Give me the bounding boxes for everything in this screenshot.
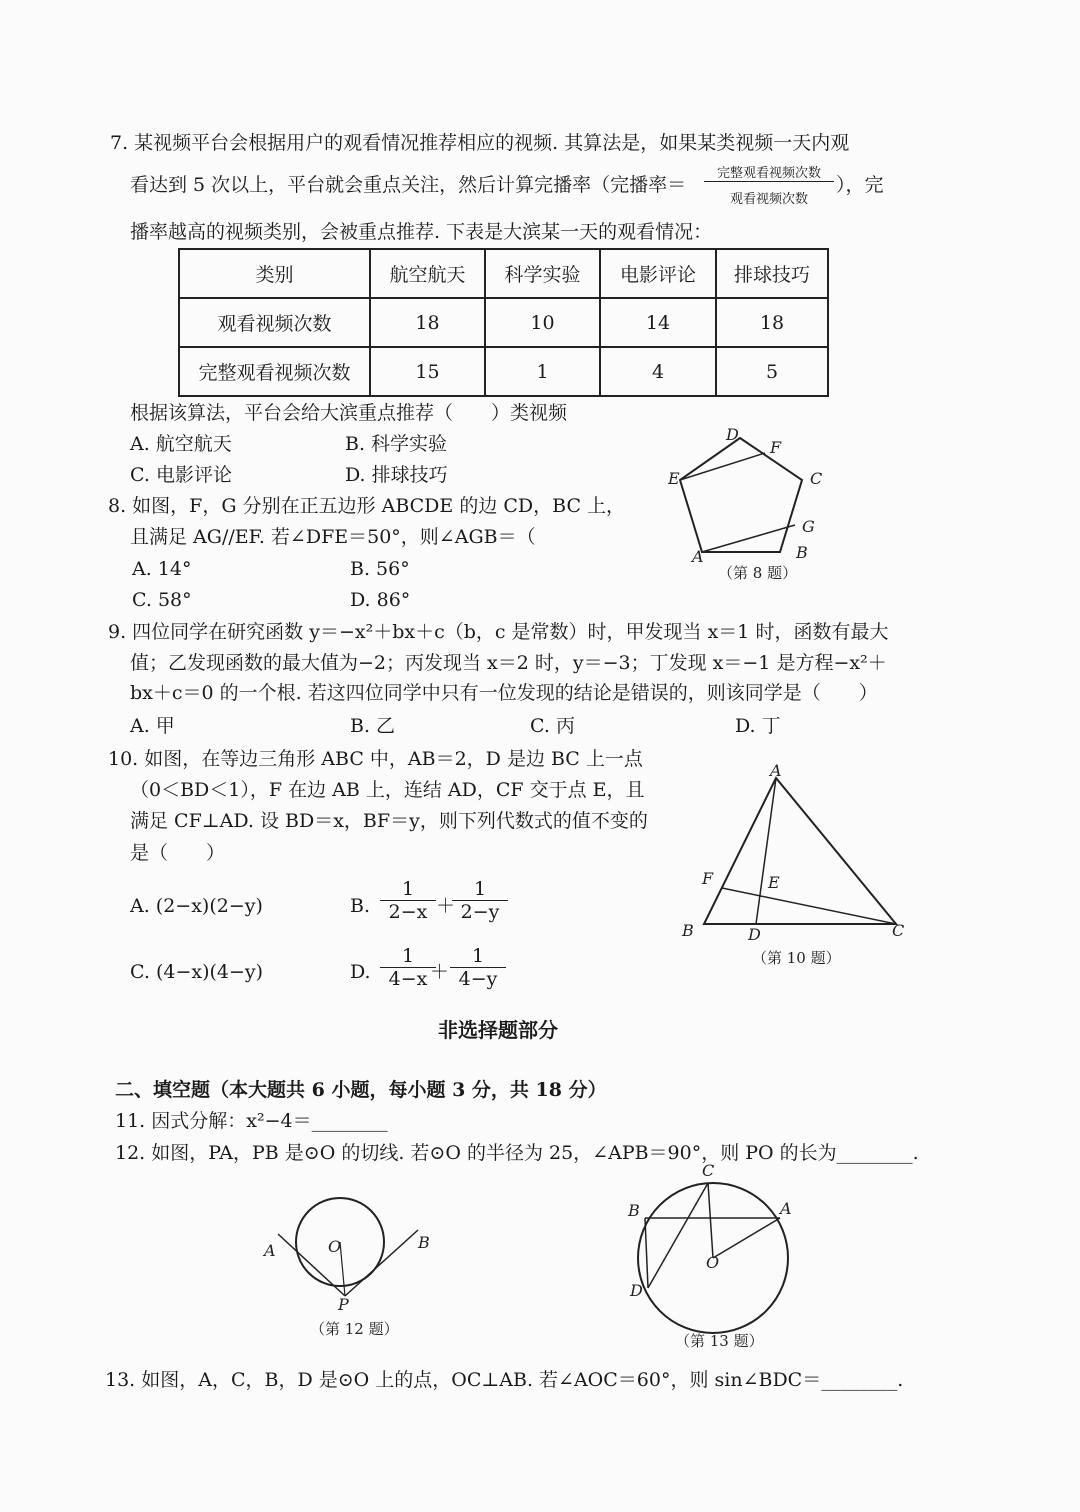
q7-option-b: B. 科学实验: [345, 433, 448, 455]
plus-sign: ＋: [436, 895, 456, 917]
q9-line2: 值；乙发现函数的最大值为−2；丙发现当 x＝2 时，y＝−3；丁发现 x＝−1 是方程−x²＋: [130, 652, 887, 674]
q7-option-c: C. 电影评论: [130, 464, 232, 486]
q10-line4: 是（ ）: [130, 842, 226, 864]
q10-line3: 满足 CF⊥AD. 设 BD＝x，BF＝y，则下列代数式的值不变的: [130, 810, 648, 832]
point-label: C: [892, 921, 905, 940]
segment-bd: [645, 1218, 648, 1288]
q8-option-d: D. 86°: [350, 589, 411, 611]
q10-option-b-fraction2: [452, 878, 508, 923]
point-label: A: [692, 547, 704, 566]
point-label: A: [264, 1241, 276, 1260]
figure-caption: （第 12 题）: [310, 1320, 399, 1338]
point-label: G: [802, 517, 815, 536]
tangent-pb: [345, 1230, 418, 1296]
point-label: B: [418, 1233, 430, 1252]
triangle-abc: [704, 778, 896, 924]
q8-option-c: C. 58°: [132, 589, 192, 611]
table-header: 电影评论: [600, 249, 716, 298]
point-label: A: [770, 761, 782, 780]
table-header: 航空航天: [370, 249, 485, 298]
q8-pentagon-figure: [660, 420, 840, 590]
q10-option-c: C. (4−x)(4−y): [130, 961, 264, 983]
point-label: B: [628, 1201, 640, 1220]
table-row: [179, 298, 828, 347]
point-label: E: [768, 873, 780, 892]
table-header: 科学实验: [485, 249, 600, 298]
q7-line2-end: ），完: [836, 174, 884, 196]
numerator: 1: [380, 878, 436, 901]
table-header: 类别: [179, 249, 370, 298]
q8-option-a: A. 14°: [132, 558, 192, 580]
q10-triangle-figure: [670, 760, 920, 975]
q7-line1: 7. 某视频平台会根据用户的观看情况推荐相应的视频. 其算法是，如果某类视频一天内观: [110, 132, 850, 154]
q9-line1: 9. 四位同学在研究函数 y＝−x²＋bx＋c（b，c 是常数）时，甲发现当 x＝1 时，函数有最大: [108, 621, 889, 643]
q12: 12. 如图，PA，PB 是⊙O 的切线. 若⊙O 的半径为 25，∠APB＝90°，则 PO 的长为________.: [115, 1142, 919, 1164]
point-label: B: [796, 543, 808, 562]
table-row: [179, 347, 828, 396]
q10-line2: （0＜BD＜1），F 在边 AB 上，连结 AD，CF 交于点 E，且: [130, 779, 645, 801]
segment-ef: [680, 453, 765, 480]
point-label: O: [328, 1237, 342, 1256]
completion-rate-fraction: [704, 162, 834, 207]
numerator: 1: [450, 945, 506, 968]
segment-oc: [708, 1183, 713, 1258]
table-cell: 18: [370, 298, 485, 347]
part2-heading: 二、填空题（本大题共 6 小题，每小题 3 分，共 18 分）: [115, 1079, 607, 1101]
figure-caption: （第 10 题）: [752, 949, 841, 967]
q10-option-a: A. (2−x)(2−y): [130, 895, 263, 917]
q10-line1: 10. 如图，在等边三角形 ABC 中，AB＝2，D 是边 BC 上一点: [108, 748, 643, 770]
table-cell: 1: [485, 347, 600, 396]
q9-line3: bx＋c＝0 的一个根. 若这四位同学中只有一位发现的结论是错误的，则该同学是（ ）: [130, 682, 878, 704]
point-label: E: [668, 469, 680, 488]
q7-line3: 播率越高的视频类别，会被重点推荐. 下表是大滨某一天的观看情况：: [130, 221, 713, 243]
point-label: C: [810, 469, 823, 488]
plus-sign: ＋: [430, 961, 450, 983]
q7-option-d: D. 排球技巧: [345, 464, 448, 486]
q8-line2: 且满足 AG//EF. 若∠DFE＝50°，则∠AGB＝（: [130, 526, 536, 548]
point-label: P: [338, 1295, 349, 1314]
point-label: D: [630, 1281, 643, 1300]
numerator: 1: [380, 945, 436, 968]
q10-option-d-fraction2: [450, 945, 506, 990]
q7-question: 根据该算法，平台会给大滨重点推荐（ ）类视频: [130, 402, 568, 424]
point-label: C: [702, 1161, 715, 1180]
fraction-denominator: 观看视频次数: [729, 192, 808, 207]
q13-circle-figure: [620, 1160, 810, 1350]
table-header-row: [179, 249, 828, 298]
segment-oa: [713, 1218, 780, 1258]
figure-caption: （第 13 题）: [675, 1332, 764, 1350]
point-label: D: [748, 925, 761, 944]
q8-line1: 8. 如图，F，G 分别在正五边形 ABCDE 的边 CD，BC 上，: [108, 495, 626, 517]
table-cell: 5: [716, 347, 828, 396]
q7-line2-start: 看达到 5 次以上，平台就会重点关注，然后计算完播率（完播率＝: [130, 174, 687, 196]
table-cell: 观看视频次数: [179, 298, 370, 347]
segment-dc: [648, 1183, 708, 1288]
figure-caption: （第 8 题）: [718, 564, 798, 582]
fraction-numerator: 完整观看视频次数: [704, 162, 834, 182]
denominator: 2−y: [460, 901, 500, 923]
table-cell: 15: [370, 347, 485, 396]
q8-option-b: B. 56°: [350, 558, 410, 580]
point-label: D: [726, 425, 739, 444]
point-label: O: [706, 1253, 720, 1272]
q10-option-d-label: D.: [350, 961, 371, 983]
pentagon-shape: [680, 438, 802, 552]
q10-option-d-fraction1: [380, 945, 436, 990]
q12-circle-figure: [240, 1180, 440, 1350]
q10-option-b-fraction1: [380, 878, 436, 923]
q11: 11. 因式分解：x²−4＝________: [115, 1110, 388, 1132]
table-cell: 4: [600, 347, 716, 396]
point-label: F: [702, 869, 714, 888]
point-label: F: [770, 438, 782, 457]
numerator: 1: [452, 878, 508, 901]
q10-option-b-label: B.: [350, 895, 371, 917]
denominator: 2−x: [388, 901, 428, 923]
viewing-table: [178, 248, 829, 397]
table-cell: 14: [600, 298, 716, 347]
q9-option-a: A. 甲: [130, 715, 175, 737]
q9-option-b: B. 乙: [350, 715, 396, 737]
q7-option-a: A. 航空航天: [130, 433, 232, 455]
section-title: 非选择题部分: [438, 1018, 558, 1042]
point-label: B: [682, 921, 694, 940]
denominator: 4−x: [388, 968, 428, 990]
q9-option-c: C. 丙: [530, 715, 575, 737]
table-cell: 18: [716, 298, 828, 347]
table-header: 排球技巧: [716, 249, 828, 298]
q13: 13. 如图，A，C，B，D 是⊙O 上的点，OC⊥AB. 若∠AOC＝60°，则 sin∠BDC＝________.: [105, 1369, 904, 1391]
denominator: 4−y: [458, 968, 498, 990]
q9-option-d: D. 丁: [735, 715, 781, 737]
table-cell: 完整观看视频次数: [179, 347, 370, 396]
point-label: A: [780, 1199, 792, 1218]
table-cell: 10: [485, 298, 600, 347]
